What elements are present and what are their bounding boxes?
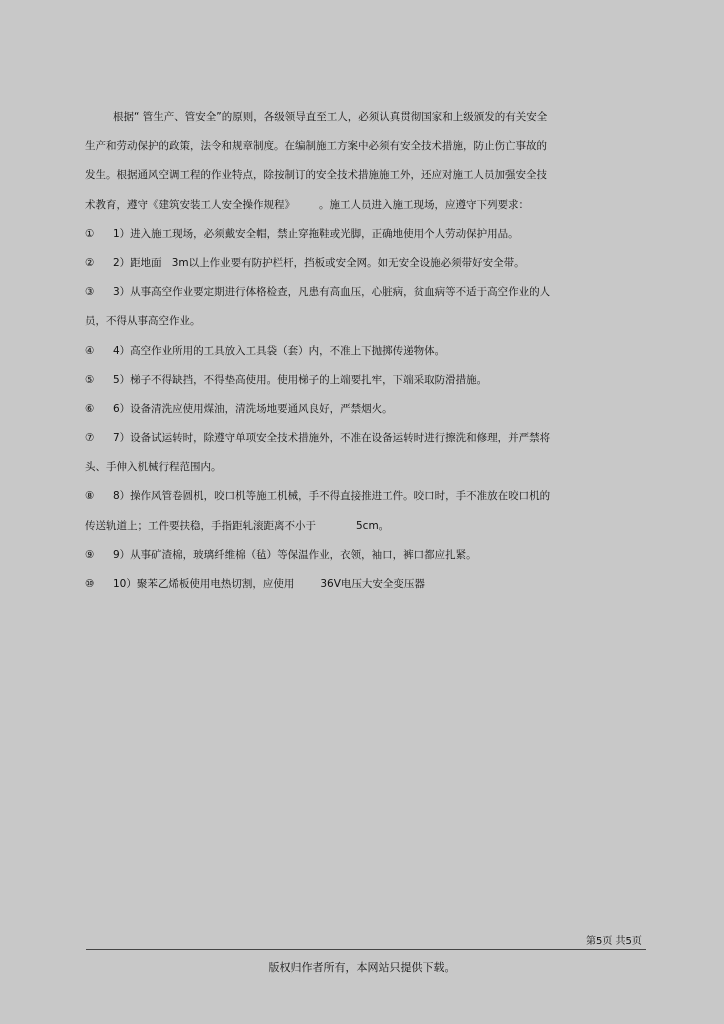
list-item-3-continuation: 员，不得从事高空作业。 <box>85 315 201 328</box>
item-marker: ① <box>85 227 95 240</box>
item-text: 5）梯子不得缺挡，不得垫高使用。使用梯子的上端要扎牢，下端采取防滑措施。 <box>113 373 488 386</box>
item-text: 9）从事矿渣棉，玻璃纤维棉（毡）等保温作业，衣领，袖口，裤口都应扎紧。 <box>113 548 477 561</box>
item-marker: ⑤ <box>85 373 95 386</box>
list-item-10 <box>85 570 605 599</box>
item-text-part-b: 36V电压大安全变压器 <box>320 578 425 590</box>
list-item-8-continuation <box>85 512 605 541</box>
item-marker: ⑩ <box>85 578 95 590</box>
item-marker: ④ <box>85 344 95 357</box>
copyright-footer: 版权归作者所有，本网站只提供下载。 <box>268 961 456 974</box>
item-continuation-part-a: 传送轨道上；工件要扶稳，手指距轧滚距离不小于 <box>85 519 316 532</box>
item-text: 8）操作风管卷圆机，咬口机等施工机械，手不得直接推进工件。咬口时，手不准放在咬口机的 <box>113 490 551 503</box>
item-text-part-a: 2）距地面 <box>113 256 162 269</box>
item-text: 7）设备试运转时，除遵守单项安全技术措施外，不准在设备运转时进行擦洗和修理，并严禁将 <box>113 432 551 445</box>
page-number: 第5页 共5页 <box>586 936 642 947</box>
list-item-7 <box>85 424 605 453</box>
intro-line-1: 根据“ 管生产、管安全”的原则，各级领导直至工人，必须认真贯彻国家和上级颁发的有关安全 <box>113 111 548 123</box>
footer-divider <box>86 949 646 950</box>
intro-line-4 <box>85 191 605 220</box>
item-marker: ⑥ <box>85 402 95 415</box>
list-item-3 <box>85 278 605 307</box>
list-item-4 <box>85 337 605 366</box>
list-item-9 <box>85 541 605 570</box>
item-continuation-part-b: 5cm。 <box>356 519 390 532</box>
item-marker: ⑦ <box>85 432 95 445</box>
item-text: 4）高空作业所用的工具放入工具袋（套）内，不准上下抛掷传递物体。 <box>113 344 446 357</box>
item-text-part-b: 3m以上作业要有防护栏杆，挡板或安全网。如无安全设施必须带好安全带。 <box>171 256 525 269</box>
list-item-8 <box>85 482 605 511</box>
item-marker: ③ <box>85 286 95 299</box>
item-text: 3）从事高空作业要定期进行体格检查，凡患有高血压，心脏病，贫血病等不适于高空作业的人 <box>113 286 551 299</box>
intro-line-3: 发生。根据通风空调工程的作业特点，除按制订的安全技术措施施工外，还应对施工人员加强安全技 <box>85 169 547 182</box>
list-item-6 <box>85 395 605 424</box>
item-marker: ⑨ <box>85 548 95 561</box>
item-marker: ⑧ <box>85 490 95 503</box>
item-text: 1）进入施工现场，必须戴安全帽，禁止穿拖鞋或光脚，正确地使用个人劳动保护用品。 <box>113 227 519 240</box>
item-text-part-a: 10）聚苯乙烯板使用电热切割，应使用 <box>113 578 295 590</box>
list-item-5 <box>85 366 605 395</box>
list-item-1 <box>85 220 605 249</box>
item-text: 6）设备清洗应使用煤油，清洗场地要通风良好，严禁烟火。 <box>113 402 393 415</box>
list-item-7-continuation: 头、手伸入机械行程范围内。 <box>85 461 222 474</box>
intro-line-4-part-a: 术教育，遵守《建筑安装工人安全操作规程》 <box>85 198 295 211</box>
list-item-2 <box>85 249 605 278</box>
item-marker: ② <box>85 256 95 269</box>
document-body <box>85 103 605 599</box>
intro-line-2: 生产和劳动保护的政策，法令和规章制度。在编制施工方案中必须有安全技术措施，防止伤亡事故的 <box>85 140 547 153</box>
intro-line-4-part-b: 。施工人员进入施工现场，应遵守下列要求： <box>319 198 529 211</box>
